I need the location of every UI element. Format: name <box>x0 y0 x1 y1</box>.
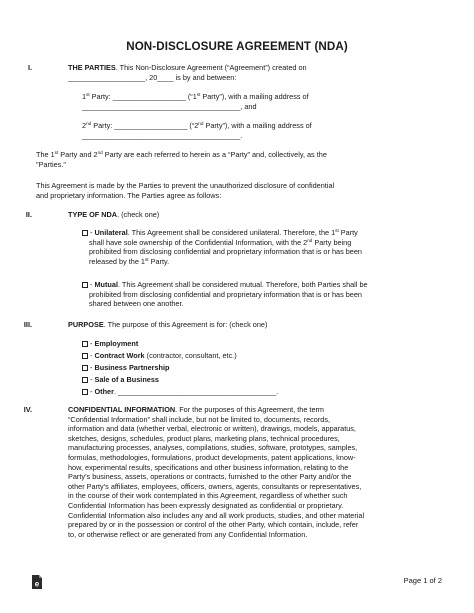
agreement-purpose-paragraph <box>36 181 446 200</box>
party-2-block <box>82 121 442 140</box>
party-2-sup: nd <box>86 121 92 126</box>
section-ii-heading: TYPE OF NDA <box>68 210 118 219</box>
unilateral-line-4a: released by the 1 <box>89 256 145 266</box>
section-ii-number: II. <box>25 210 32 219</box>
collective-text-b: Party and 2 <box>58 150 98 159</box>
section-iv-body <box>68 405 453 539</box>
section-iv-line: information and data (whether verbal, electronic or written), drawings, models, apparatus, <box>68 424 356 434</box>
collective-text-c: Party are each referred to herein as a “Party” and, collectively, as the <box>102 150 327 159</box>
collective-text-a: The 1 <box>36 150 55 159</box>
collective-sup-2: nd <box>97 150 103 155</box>
section-i-intro <box>68 63 448 82</box>
party-1-address-line: _______________________________________, and <box>82 101 257 111</box>
party-2-address-line: _______________________________________. <box>82 130 243 140</box>
section-iv-heading: CONFIDENTIAL INFORMATION <box>68 405 176 414</box>
party-1-address-intro: Party”), with a mailing address of <box>200 92 309 101</box>
section-iv-line: Confidential Information also includes any and all work products, studies, and other material <box>68 510 365 520</box>
mutual-line-2: prohibited from disclosing confidential and proprietary information that is or has been <box>89 289 362 299</box>
section-iii-heading-line <box>68 320 448 330</box>
unilateral-line-2a: shall have sole ownership of the Confidential Information, with the 2 <box>89 237 308 247</box>
unilateral-label: Unilateral <box>94 228 128 237</box>
section-iv-line: to, or otherwise reflect or are generated from any Confidential Information. <box>68 529 308 539</box>
party-2-label: 2 <box>82 121 87 130</box>
purpose-option-label: Sale of a Business <box>94 375 159 385</box>
purpose-option-business-partnership: - Business Partnership <box>82 363 452 375</box>
mutual-label: Mutual <box>94 280 118 289</box>
page-number: Page 1 of 2 <box>403 576 442 585</box>
unilateral-sup-3: st <box>144 256 149 262</box>
document-title: NON-DISCLOSURE AGREEMENT (NDA) <box>126 40 348 53</box>
purpose-option-contract-work: - Contract Work (contractor, consultant, etc.) <box>82 351 452 363</box>
business-partnership-checkbox[interactable] <box>82 365 88 371</box>
section-iv-line: “Confidential Information” shall include, but not be limited to, documents, records, <box>68 414 331 424</box>
unilateral-checkbox[interactable] <box>82 230 88 236</box>
agreement-purpose-line-2: and proprietary information. The Parties agree as follows: <box>36 190 222 200</box>
purpose-option-extra: . _______________________________________. <box>113 387 279 397</box>
section-iv-line: . For the purposes of this Agreement, the term <box>175 405 325 414</box>
section-iv-line: in the course of their work contemplated in this Agreement, regardless of whether such <box>68 491 348 501</box>
unilateral-party-word: Party <box>338 228 358 237</box>
mutual-line-1: . This Agreement shall be considered mutual. Therefore, both Parties shall be <box>117 280 368 289</box>
svg-text:e: e <box>34 579 40 589</box>
purpose-option-sale-of-business: - Sale of a Business <box>82 375 452 387</box>
party-1-label: 1 <box>82 92 87 101</box>
purpose-option-label: Business Partnership <box>94 363 170 373</box>
section-iv-line: formulas, methodologies, formulations, product developments, patent applications, know- <box>68 452 356 462</box>
party-2-name-line: Party: __________________ (“2 <box>91 121 199 130</box>
unilateral-line-4b: Party. <box>148 256 170 266</box>
unilateral-sup-2: nd <box>307 237 313 243</box>
unilateral-line-3: prohibited from disclosing confidential and proprietary information that is or has been <box>89 247 362 257</box>
unilateral-line-1: . This Agreement shall be considered unilateral. Therefore, the 1 <box>127 228 336 237</box>
nda-type-unilateral: - Unilateral. This Agreement shall be considered unilateral. Therefore, the 1st Party shall have sole ownership of the Confidential Information, with the 2nd Party being prohibited from disclosing confidential and proprietary information that is or has been released by the 1st Party. <box>82 228 452 266</box>
section-iv-line: other Party’s affiliates, employees, officers, owners, agents, consultants or representatives, <box>68 481 362 491</box>
sale-of-business-checkbox[interactable] <box>82 377 88 383</box>
party-2-address-intro: Party”), with a mailing address of <box>203 121 312 130</box>
section-iv-line: Confidential Information has been expressly designated as confidential or proprietary. <box>68 500 344 510</box>
contract-work-checkbox[interactable] <box>82 353 88 359</box>
employment-checkbox[interactable] <box>82 341 88 347</box>
purpose-option-employment: - Employment <box>82 339 452 351</box>
section-ii-hint: . (check one) <box>117 210 160 219</box>
section-iv-number: IV. <box>23 405 32 414</box>
agreement-purpose-line-1: This Agreement is made by the Parties to prevent the unauthorized disclosure of confidential <box>36 181 335 190</box>
section-iv-line: prepared by or in the possession or control of the other Party, which contain, include, refer <box>68 520 359 530</box>
party-2-sup2: nd <box>198 121 204 126</box>
nda-type-mutual: - Mutual. This Agreement shall be considered mutual. Therefore, both Parties shall be prohibited from disclosing confidential and proprietary information that is or has been shared between one another. <box>82 280 452 309</box>
purpose-option-label: Other <box>94 387 114 397</box>
section-iii-heading: PURPOSE <box>68 320 104 329</box>
section-i-line1: . This Non-Disclosure Agreement (“Agreement”) created on <box>115 63 307 72</box>
purpose-option-label: Contract Work <box>94 351 145 361</box>
esign-logo-icon <box>31 574 43 590</box>
other-checkbox[interactable] <box>82 389 88 395</box>
collective-text-d: "Parties." <box>36 159 66 169</box>
purpose-option-extra: (contractor, consultant, etc.) <box>144 351 237 361</box>
parties-collective-paragraph <box>36 150 446 169</box>
unilateral-line-2b: Party being <box>312 237 352 247</box>
purpose-option-other: - Other. _______________________________________. <box>82 387 452 399</box>
section-iii-intro: . The purpose of this Agreement is for: (check one) <box>103 320 268 329</box>
unilateral-sup-1: st <box>335 228 339 233</box>
purpose-options-list <box>82 339 452 399</box>
section-iv-line: manufacturing processes, analyses, compilations, studies, software, prototypes, samples, <box>68 443 358 453</box>
section-iii-number: III. <box>23 320 32 329</box>
section-i-line2: ___________________, 20____ is by and between: <box>68 72 237 82</box>
section-ii-heading-line <box>68 210 448 220</box>
purpose-option-label: Employment <box>94 339 139 348</box>
party-1-name-line: Party: __________________ (“1 <box>89 92 197 101</box>
section-iv-line: sketches, designs, schedules, product plans, marketing plans, technical procedures, <box>68 433 340 443</box>
party-1-block <box>82 92 442 111</box>
section-iv-line: how, experimental results, specifications and other business information, relating to the <box>68 462 349 472</box>
mutual-checkbox[interactable] <box>82 282 88 288</box>
section-i-heading: THE PARTIES <box>68 63 116 72</box>
mutual-line-3: shared between one another. <box>89 299 184 309</box>
party-1-sup: st <box>86 92 90 97</box>
section-iv-line: Party’s business, assets, operations or contracts, furnished to the other Party and/or the <box>68 472 352 482</box>
collective-sup-1: st <box>54 150 59 155</box>
party-1-sup2: st <box>196 92 201 97</box>
section-i-number: I. <box>27 63 32 72</box>
